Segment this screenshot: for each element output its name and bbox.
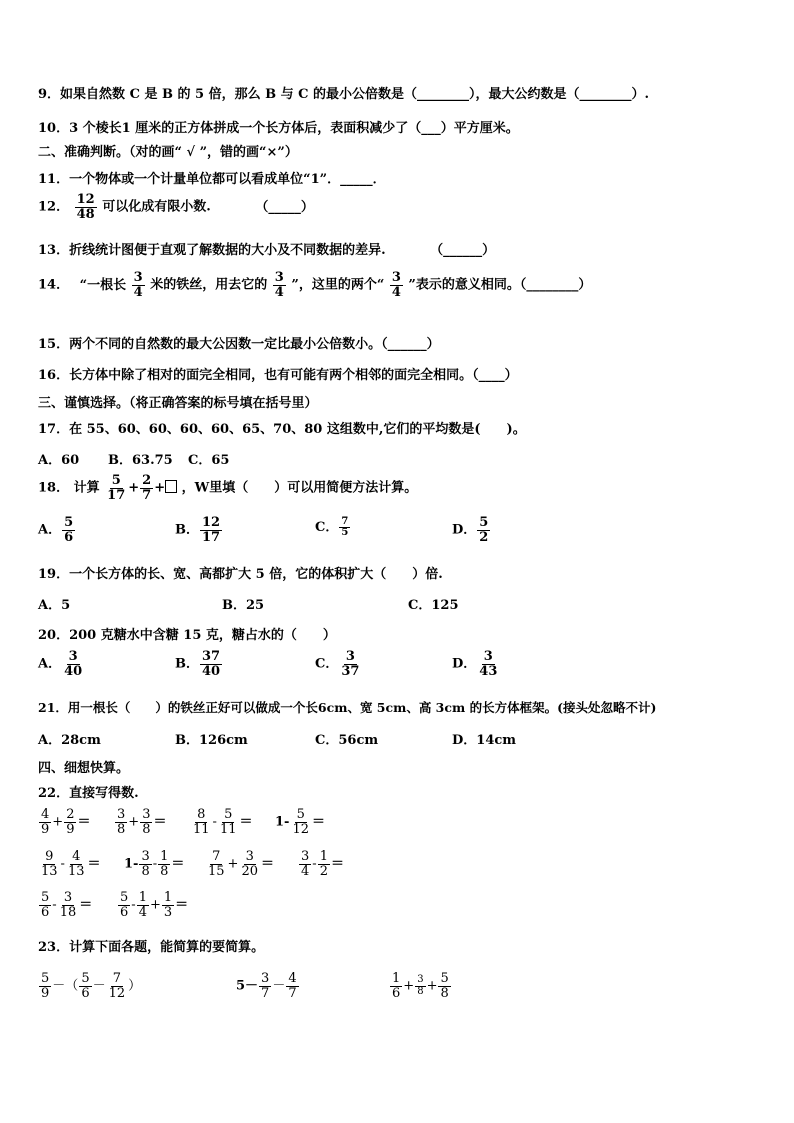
question-text: 一个长方体的长、宽、高都扩大 5 倍，它的体积扩大（ ）倍. bbox=[69, 567, 443, 582]
question-13 bbox=[38, 239, 495, 258]
question-text: 两个不同的自然数的最大公因数一定比最小公倍数小。（______） bbox=[69, 337, 440, 352]
question-22 bbox=[38, 782, 139, 801]
option-d: D． $\frac{5}{2}$ bbox=[452, 515, 489, 545]
section-heading-3: 三、谨慎选择。（将正确答案的标号填在括号里） bbox=[38, 396, 318, 411]
blank-box-icon bbox=[165, 480, 177, 493]
question-text: 长方体中除了相对的面完全相同，也有可能有两个相邻的面完全相同。（____） bbox=[69, 368, 518, 383]
option-a: A．28cm bbox=[38, 733, 101, 748]
question-18 bbox=[38, 474, 417, 502]
question-number: 21． bbox=[38, 700, 68, 715]
question-number: 13． bbox=[38, 243, 70, 258]
question-10 bbox=[38, 117, 519, 136]
question-9 bbox=[38, 83, 649, 102]
question-text: 如果自然数 C 是 B 的 5 倍，那么 B 与 C 的最小公倍数是（________），最大公约数是（________）. bbox=[60, 87, 650, 102]
question-number: 19． bbox=[38, 567, 70, 582]
plus-sign: + bbox=[128, 480, 140, 496]
text-part: 米的铁丝，用去它的 bbox=[150, 277, 268, 293]
expression: $\frac{7}{15}$ + $\frac{3}{20}$ ＝ bbox=[208, 849, 275, 879]
question-14 bbox=[38, 271, 591, 299]
answer-blank: （______） bbox=[430, 243, 496, 258]
question-text: 计算下面各题，能简算的要简算。 bbox=[69, 940, 265, 955]
option-d: D．14cm bbox=[452, 733, 517, 748]
fraction: $\frac{3}{4}$ bbox=[133, 270, 143, 300]
question-text: 直接写得数. bbox=[69, 786, 139, 801]
option-c: C．125 bbox=[408, 598, 459, 613]
option-c: C． $\frac{7}{5}$ bbox=[315, 515, 349, 538]
expression: $\frac{8}{11}$ - $\frac{5}{11}$ ＝ bbox=[193, 807, 253, 837]
fraction: $\frac{3}{4}$ bbox=[391, 270, 401, 300]
question-number: 16． bbox=[38, 368, 70, 383]
question-text: 200 克糖水中含糖 15 克，糖占水的（ ） bbox=[69, 628, 336, 643]
text-part: ”表示的意义相同。（________） bbox=[408, 277, 592, 293]
fraction: $\frac{5}{17}$ bbox=[107, 473, 126, 503]
fraction: $\frac{2}{7}$ bbox=[142, 473, 152, 503]
option-a: A．5 bbox=[38, 598, 71, 613]
question-15 bbox=[38, 333, 440, 352]
answer-blank: （_____） bbox=[255, 199, 314, 215]
option-c: C． $\frac{3}{37}$ bbox=[315, 649, 360, 679]
option-b: B．126cm bbox=[175, 733, 248, 748]
question-23 bbox=[38, 936, 264, 955]
question-number: 18． bbox=[38, 480, 70, 496]
option-b: B．63.75 bbox=[108, 453, 173, 468]
option-b: B． $\frac{12}{17}$ bbox=[175, 515, 221, 545]
question-text: 在 55、60、60、60、60、65、70、80 这组数中,它们的平均数是( )。 bbox=[69, 422, 526, 437]
question-text: 折线统计图便于直观了解数据的大小及不同数据的差异. bbox=[69, 243, 386, 258]
expression: $\frac{1}{6}$ + $\frac{3}{8}$ + $\frac{5}{8}$ bbox=[392, 971, 449, 1001]
expression: $\frac{5}{6}$ - $\frac{1}{4}$ + $\frac{1}{3}$ ＝ bbox=[120, 890, 189, 920]
text-part: ”，这里的两个“ bbox=[291, 277, 385, 293]
section-heading-2: 二、准确判断。（对的画“ √ ”，错的画“×”） bbox=[38, 145, 298, 160]
question-20 bbox=[38, 624, 336, 643]
expression: 1- $\frac{5}{12}$ ＝ bbox=[275, 807, 326, 837]
expression: $\frac{5}{6}$ - $\frac{3}{18}$ ＝ bbox=[41, 890, 93, 920]
question-17 bbox=[38, 418, 526, 437]
text-part: 计算 bbox=[73, 480, 100, 496]
fraction: $\frac{3}{4}$ bbox=[274, 270, 284, 300]
question-number: 20． bbox=[38, 628, 70, 643]
text-part: ，W里填（ ）可以用简便方法计算。 bbox=[181, 480, 418, 496]
plus-sign: + bbox=[154, 480, 166, 496]
text-part: “一根长 bbox=[79, 277, 127, 293]
option-a: A． $\frac{3}{40}$ bbox=[38, 649, 83, 679]
question-16 bbox=[38, 364, 518, 383]
question-text: 3 个棱长1 厘米的正方体拼成一个长方体后，表面积减少了（___）平方厘米。 bbox=[69, 121, 519, 136]
expression: $\frac{3}{4}$ - $\frac{1}{2}$ ＝ bbox=[301, 849, 344, 879]
question-text: 可以化成有限小数. bbox=[102, 199, 211, 215]
section-heading-4: 四、细想快算。 bbox=[38, 761, 130, 776]
question-21 bbox=[38, 698, 656, 716]
question-text: 用一根长（ ）的铁丝正好可以做成一个长6cm、宽 5cm、高 3cm 的长方体框架。(接头处忽略不计) bbox=[67, 700, 657, 715]
question-11 bbox=[38, 168, 386, 187]
option-a: A． $\frac{5}{6}$ bbox=[38, 515, 74, 545]
question-12 bbox=[38, 193, 314, 221]
option-a: A．60 bbox=[38, 453, 80, 468]
question-number: 12． bbox=[38, 199, 70, 215]
question-19 bbox=[38, 563, 443, 582]
question-number: 11． bbox=[38, 172, 70, 187]
question-number: 10． bbox=[38, 121, 70, 136]
question-number: 23． bbox=[38, 940, 70, 955]
question-number: 14． bbox=[38, 277, 70, 293]
expression: $\frac{5}{9}$ －（ $\frac{5}{6}$ － $\frac{7}{12}$ ） bbox=[41, 971, 142, 1001]
expression: $\frac{3}{8}$ + $\frac{3}{8}$ ＝ bbox=[117, 807, 167, 837]
expression: 1- $\frac{3}{8}$ - $\frac{1}{8}$ ＝ bbox=[124, 849, 185, 879]
question-number: 15． bbox=[38, 337, 70, 352]
expression: $\frac{4}{9}$ + $\frac{2}{9}$ ＝ bbox=[41, 807, 91, 837]
fraction: $\frac{12}{48}$ bbox=[76, 192, 95, 222]
expression: 5－ $\frac{3}{7}$ － $\frac{4}{7}$ bbox=[236, 971, 297, 1001]
option-c: C．65 bbox=[188, 453, 230, 468]
option-d: D． $\frac{3}{43}$ bbox=[452, 649, 498, 679]
question-number: 17． bbox=[38, 422, 70, 437]
option-c: C．56cm bbox=[315, 733, 379, 748]
option-b: B．25 bbox=[222, 598, 265, 613]
question-text: 一个物体或一个计量单位都可以看成单位“1”．_____． bbox=[69, 172, 386, 187]
expression: $\frac{9}{13}$ - $\frac{4}{13}$ ＝ bbox=[41, 849, 101, 879]
option-b: B． $\frac{37}{40}$ bbox=[175, 649, 221, 679]
question-number: 22． bbox=[38, 786, 70, 801]
question-number: 9． bbox=[38, 87, 61, 102]
